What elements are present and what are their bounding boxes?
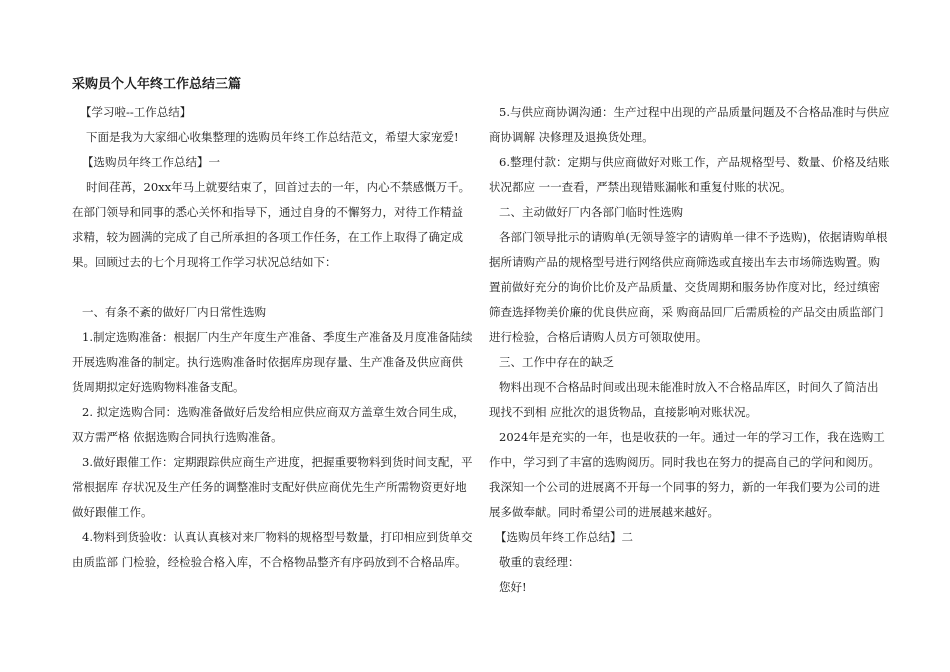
paragraph-line: 展多做奉献。同时希望公司的进展越来越好。 <box>489 505 719 519</box>
paragraph-line: 开展选购准备的制定。执行选购准备时依据库房现存量、生产准备及供应商供 <box>72 355 463 369</box>
paragraph-line: 果。回顾过去的七个月现将工作学习状况总结如下： <box>72 255 337 269</box>
paragraph-line: 常根据库 存状况及生产任务的调整准时支配好供应商优先生产所需物资更好地 <box>72 480 467 494</box>
paragraph-line: 据所请购产品的规格型号进行网络供应商筛选或直接出车去市场筛选购置。购 <box>489 255 880 269</box>
paragraph-line: 筛查选择物美价廉的优良供应商，采 购商品回厂后需质检的产品交由质监部门 <box>489 305 884 319</box>
greeting-line: 您好! <box>499 580 527 594</box>
paragraph-line: 【学习啦--工作总结】 <box>80 105 192 119</box>
paragraph-line: 2024年是充实的一年，也是收获的一年。通过一年的学习工作，我在选购工 <box>499 430 885 444</box>
paragraph-line: 双方需严格 依据选购合同执行选购准备。 <box>72 430 283 444</box>
salutation-line: 敬重的袁经理： <box>499 555 580 569</box>
paragraph-line: 进行检验，合格后请购人员方可领取使用。 <box>489 330 708 344</box>
paragraph-line: 商协调解 决修理及退换货处理。 <box>489 130 654 144</box>
paragraph-line: 做好跟催工作。 <box>72 505 153 519</box>
paragraph-line: 2. 拟定选购合同：选购准备做好后发给相应供应商双方盖章生效合同生成， <box>82 405 465 419</box>
paragraph-line: 6.整理付款：定期与供应商做好对账工作，产品规格型号、数量、价格及结账 <box>499 155 890 169</box>
paragraph-line: 我深知一个公司的进展离不开每一个同事的努力，新的一年我们要为公司的进 <box>489 480 880 494</box>
paragraph-line: 下面是我为大家细心收集整理的选购员年终工作总结范文，希望大家宠爱! <box>86 130 459 144</box>
paragraph-line: 1.制定选购准备：根据厂内生产年度生产准备、季度生产准备及月度准备陆续 <box>82 330 473 344</box>
paragraph-line: 5.与供应商协调沟通：生产过程中出现的产品质量问题及不合格品准时与供应 <box>499 105 890 119</box>
paragraph-line: 由质监部 门检验，经检验合格入库，不合格物品整齐有序码放到不合格品库。 <box>72 555 467 569</box>
paragraph-line: 求精，较为圆满的完成了自己所承担的各项工作任务，在工作上取得了确定成 <box>72 230 463 244</box>
paragraph-line: 作中，学习到了丰富的选购阅历。同时我也在努力的提高自己的学问和阅历。 <box>489 455 880 469</box>
paragraph-line: 4.物料到货验收：认真认真核对来厂物料的规格型号数量，打印相应到货单交 <box>82 530 473 544</box>
section-heading: 一、有条不紊的做好厂内日常性选购 <box>82 305 266 319</box>
section-heading: 二、主动做好厂内各部门临时性选购 <box>499 205 683 219</box>
document-title: 采购员个人年终工作总结三篇 <box>72 77 242 92</box>
paragraph-line: 置前做好充分的询价比价及产品质量、交货周期和服务协作度对比，经过缜密 <box>489 280 880 294</box>
paragraph-line: 现找不到相 应批次的退货物品，直接影响对账状况。 <box>489 405 758 419</box>
section-heading: 三、工作中存在的缺乏 <box>499 355 614 369</box>
paragraph-line: 状况都应 一一查看，严禁出现错账漏帐和重复付账的状况。 <box>489 180 792 194</box>
paragraph-line: 各部门领导批示的请购单(无领导签字的请购单一律不予选购)，依据请购单根 <box>499 230 888 244</box>
paragraph-line: 时间荏苒，20xx年马上就要结束了，回首过去的一年，内心不禁感慨万千。 <box>86 180 471 194</box>
section-heading: 【选购员年终工作总结】二 <box>495 530 633 544</box>
section-heading: 【选购员年终工作总结】一 <box>82 155 220 169</box>
paragraph-line: 物料出现不合格品时间或出现未能准时放入不合格品库区，时间久了简洁出 <box>499 380 879 394</box>
paragraph-line: 货周期拟定好选购物料准备支配。 <box>72 380 245 394</box>
paragraph-line: 在部门领导和同事的悉心关怀和指导下，通过自身的不懈努力，对待工作精益 <box>72 205 463 219</box>
paragraph-line: 3.做好跟催工作：定期跟踪供应商生产进度，把握重要物料到货时间支配，平 <box>82 455 473 469</box>
